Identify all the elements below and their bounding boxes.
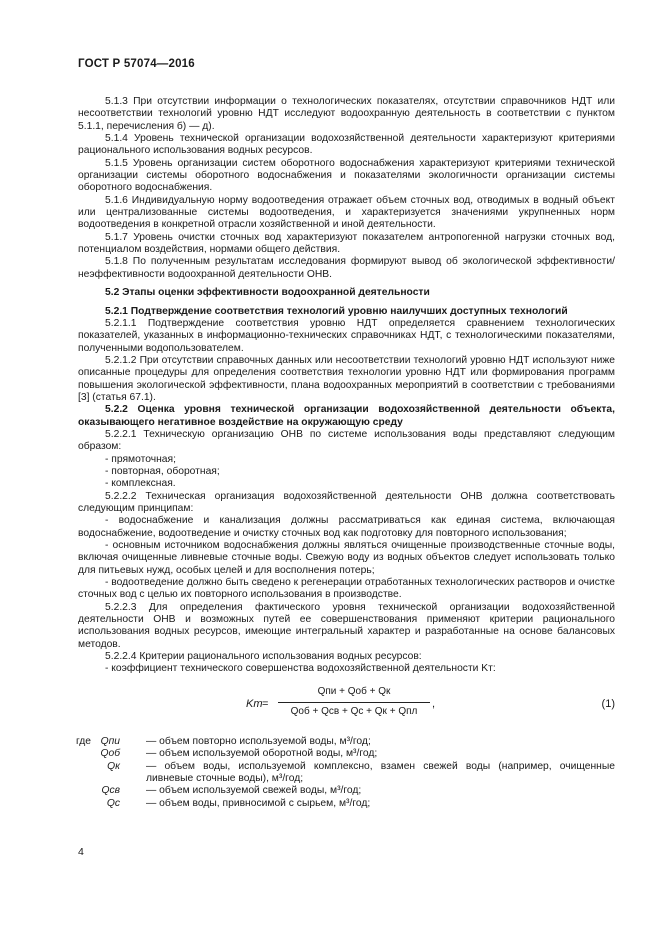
- definition-symbol-cell: [78, 748, 146, 760]
- paragraph-5-2-2-1: 5.2.2.1 Техническую организацию ОНВ по системе использования воды представляют следующим образом:: [78, 428, 615, 453]
- definition-row: [78, 748, 615, 760]
- principle-item: - водоотведение должно быть сведено к регенерации отработанных технологических растворов и очистке сточных вод с целью их повторного использования в производстве.: [78, 577, 615, 601]
- formula-lhs: Kт: [246, 697, 263, 710]
- definition-symbol: Qк: [107, 760, 120, 772]
- definition-symbol-cell: [78, 785, 146, 797]
- formula-comma: ,: [432, 697, 436, 710]
- paragraph-5-1-4: 5.1.4 Уровень технической организации водохозяйственной деятельности характеризуют критериями рационального использования водных ресурсов.: [78, 133, 615, 157]
- definition-symbol-cell: [78, 798, 146, 810]
- heading-5-2: 5.2 Этапы оценки эффективности водоохранной деятельности: [105, 287, 430, 299]
- list-item: - комплексная.: [105, 478, 176, 490]
- paragraph-5-2-1-2: 5.2.1.2 При отсутствии справочных данных или несоответствии технологий уровню НДТ используют ниже описанные процедуры для определения соответствия технологии уровню НДТ или формирования программ повышения экологической эффективности, плана водоохранных мероприятий в соответствии с требованиями [3] (статья 67.1).: [78, 354, 615, 403]
- formula-1: [78, 686, 615, 724]
- paragraph-5-1-5: 5.1.5 Уровень организации систем оборотного водоснабжения характеризуют критериями технической организации системы оборотного водоснабжения и показателями экологичности организации системы оборотного водоснабжения.: [78, 157, 615, 194]
- criterion-item: - коэффициент технического совершенства водохозяйственной деятельности Kт:: [105, 663, 496, 675]
- paragraph-5-2-2-2: 5.2.2.2 Техническая организация водохозяйственной деятельности ОНВ должна соответствовать следующим принципам:: [78, 490, 615, 514]
- paragraph-5-1-8: 5.1.8 По полученным результатам исследования формируют вывод об экологической эффективности/неэффективности водоохранной деятельности ОНВ.: [78, 256, 615, 280]
- principle-item: - водоснабжение и канализация должны рассматриваться как единая система, включающая водоснабжение, водоотведение и очистку сточных вод как подготовку для повторного использования;: [78, 515, 615, 539]
- definition-text: — объем воды, привносимой с сырьем, м³/год;: [146, 797, 371, 809]
- fraction-bar: [278, 702, 430, 703]
- definition-row: [78, 785, 615, 797]
- formula-number: (1): [601, 697, 615, 710]
- definition-symbol-cell: [78, 736, 146, 748]
- definition-row: [78, 736, 615, 748]
- principle-item: - основным источником водоснабжения должны являться очищенные производственные сточные воды, включая очищенные ливневые сточные воды. Свежую воду из водных объектов следует использовать только для питьевых нужд, особых целей и для восполнения потерь;: [78, 540, 615, 576]
- formula-equals: =: [262, 697, 269, 710]
- formula-fraction: [278, 686, 430, 718]
- paragraph-5-1-6: 5.1.6 Индивидуальную норму водоотведения отражает объем сточных вод, отводимых в водный объект или централизованные системы водоотведения, и характеризуется значениями укрупненных норм водоотведения в конкретной отрасли хозяйственной и иной деятельности.: [78, 194, 615, 231]
- definition-text: — объем используемой оборотной воды, м³/год;: [146, 748, 378, 760]
- heading-5-2-2: 5.2.2 Оценка уровня технической организации водохозяйственной деятельности объекта, оказывающего негативное воздействие на окружающую среду: [78, 404, 615, 428]
- definition-symbol: Qс: [106, 797, 120, 809]
- list-item: - повторная, оборотная;: [105, 465, 220, 477]
- page-number: 4: [78, 846, 84, 858]
- definitions-list: [78, 736, 615, 810]
- heading-5-2-1: 5.2.1 Подтверждение соответствия технологий уровню наилучших доступных технологий: [105, 305, 568, 317]
- document-header: ГОСТ Р 57074—2016: [78, 58, 195, 70]
- definition-symbol-cell: [78, 761, 146, 773]
- paragraph-5-2-2-4: 5.2.2.4 Критерии рационального использования водных ресурсов:: [105, 651, 422, 663]
- paragraph-5-2-1-1: 5.2.1.1 Подтверждение соответствия уровню НДТ определяется сравнением технологических показателей, указанных в информационно-технических справочниках НДТ, с технологическими показателями, полученными водопользователем.: [78, 317, 615, 354]
- list-item: - прямоточная;: [105, 453, 176, 465]
- definition-text: — объем используемой свежей воды, м³/год;: [146, 785, 362, 797]
- definition-text: — объем повторно используемой воды, м³/год;: [146, 735, 371, 747]
- paragraph-5-2-2-3: 5.2.2.3 Для определения фактического уровня технической организации водохозяйственной деятельности ОНВ и возможных путей ее совершенствования применяют критерии рационального использования водных ресурсов, имеющие интегральный характер и разработанные на основе балансовых методов.: [78, 601, 615, 650]
- definition-symbol: Qоб: [100, 748, 120, 760]
- definition-symbol: Qпи: [100, 735, 120, 747]
- where-label: где: [76, 735, 92, 747]
- definition-row: [78, 761, 615, 786]
- definition-row: [78, 798, 615, 810]
- formula-numerator: Qпи + Qоб + Qк: [317, 685, 391, 697]
- document-body: [78, 96, 615, 810]
- paragraph-5-1-3: 5.1.3 При отсутствии информации о технологических показателях, отсутствии справочников НДТ или несоответствии технологий уровню НДТ исследуют водоохранную деятельность в соответствии с пунктом 5.1.1, перечисления б) — д).: [78, 96, 615, 132]
- formula-denominator: Qоб + Qсв + Qс + Qк + Qпл: [290, 705, 418, 717]
- definition-text: — объем воды, используемой комплексно, взамен свежей воды (например, очищенные ливневые сточные воды), м³/год;: [146, 760, 615, 784]
- definition-symbol: Qсв: [101, 785, 120, 797]
- paragraph-5-1-7: 5.1.7 Уровень очистки сточных вод характеризуют показателем антропогенной нагрузки сточных вод, потенциалом воздействия, нормами общего действия.: [78, 231, 615, 256]
